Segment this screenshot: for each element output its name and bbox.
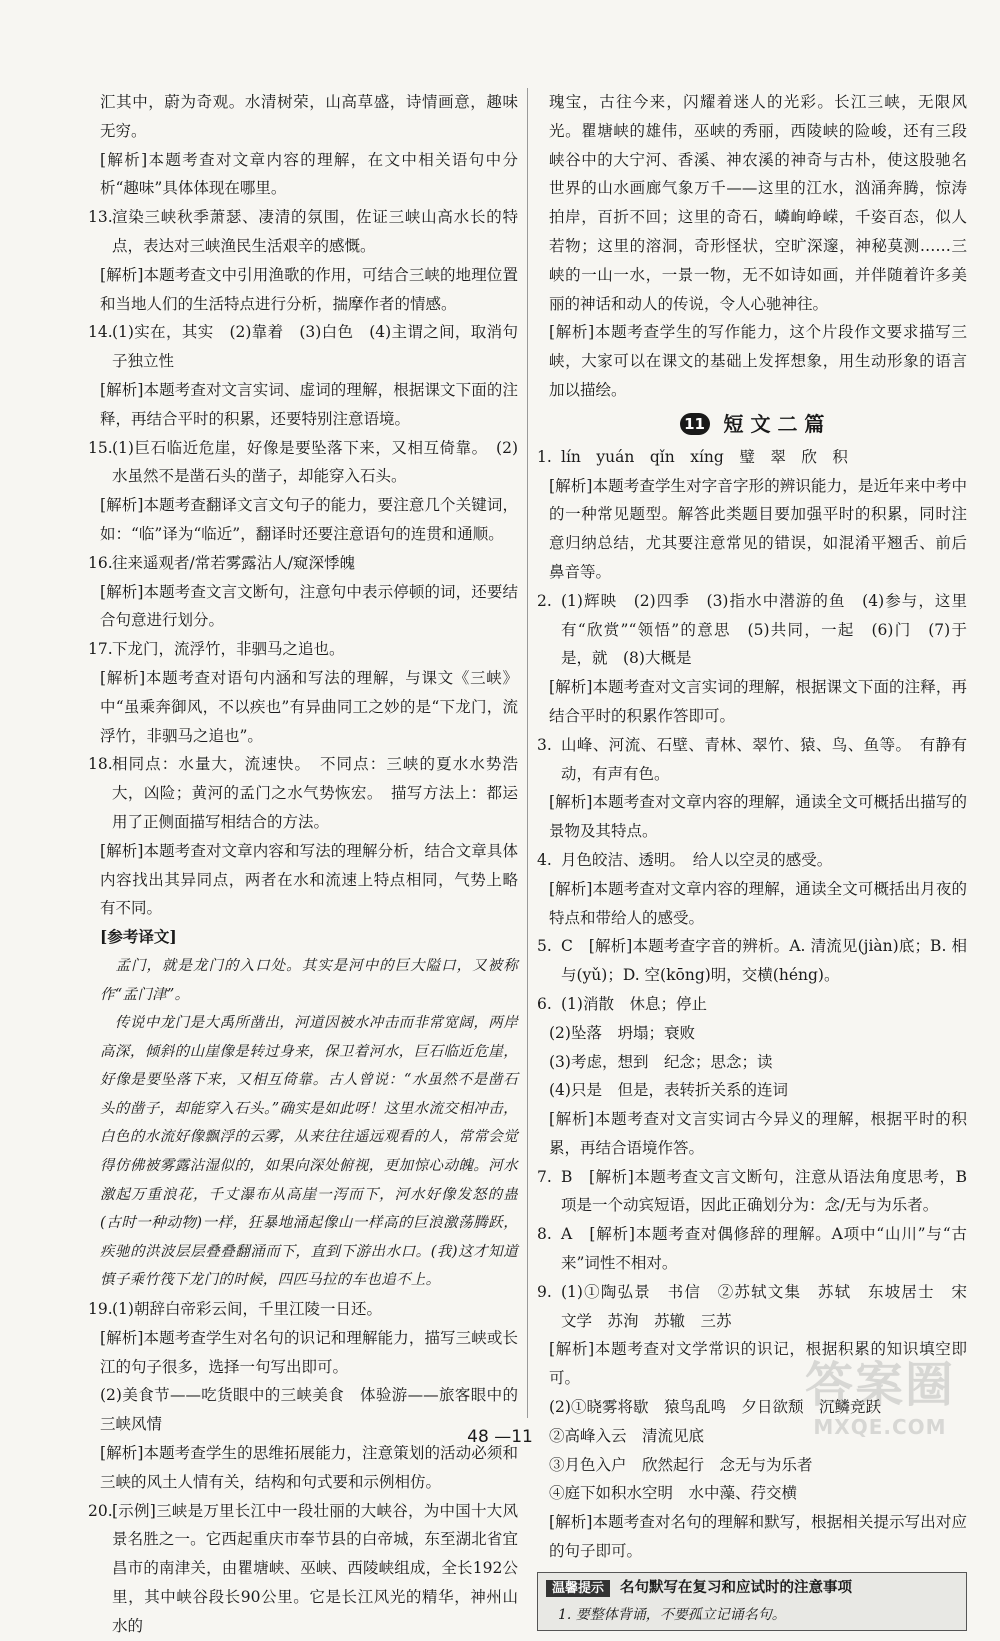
watermark-url: MXQE.COM [813, 1415, 947, 1439]
item-text: (1)实在，其实 (2)靠着 (3)白色 (4)主谓之间，取消句子独立性 [112, 323, 518, 371]
answer-text: (2)美食节——吃货眼中的三峡美食 体验游——旅客眼中的三峡风情 [100, 1386, 518, 1434]
tip-label: 温馨提示 [546, 1580, 610, 1597]
answer-text: [解析]本题考查对文学常识的识记，根据积累的知识填空即可。 [549, 1340, 967, 1388]
page-number: 48 —11 [467, 1427, 533, 1447]
answer-text: (4)只是 但是，表转折关系的连词 [549, 1081, 788, 1100]
answer-item [88, 1295, 518, 1324]
item-number: 4. [537, 850, 552, 869]
answer-text: [解析]本题考查学生的思维拓展能力，注意策划的活动必须和三峡的风土人情有关，结构和句式要和示例相仿。 [100, 1444, 518, 1491]
item-text: lín yuán qǐn xíng 璧 翠 欣 积 [561, 447, 848, 466]
item-number: 2. [537, 591, 552, 610]
item-text: (1)辉映 (2)四季 (3)指水中潜游的鱼 (4)参与，这里有“欣赏”“领悟”的意思 (5)共同，一起 (6)门 (7)于是，就 (8)大概是 [561, 591, 967, 668]
left-column [88, 88, 518, 1641]
answer-item [88, 318, 518, 376]
tip-title: 名句默写在复习和应试时的注意事项 [620, 1579, 853, 1596]
answer-item [537, 932, 967, 990]
answer-item [537, 587, 967, 673]
item-text: (1)巨石临近危崖，好像是要坠落下来，又相互倚靠。 (2)水虽然不是凿石头的凿子，却能穿入石头。 [112, 438, 518, 486]
item-text: 相同点：水量大，流速快。 不同点：三峡的夏水水势浩大，凶险；黄河的孟门之水气势恢宏。 描写方法上：都运用了正侧面描写相结合的方法。 [112, 755, 518, 831]
tip-body: 1. 要整体背诵，不要孤立记诵名句。 [558, 1606, 786, 1623]
answer-text: [解析]本题考查文中引用渔歌的作用，可结合三峡的地理位置和当地人们的生活特点进行分析，揣摩作者的情感。 [100, 265, 518, 313]
answer-text: [解析]本题考查学生的写作能力，这个片段作文要求描写三峡，大家可以在课文的基础上发挥想象，用生动形象的语言加以描绘。 [549, 323, 967, 399]
item-number: 13. [88, 208, 113, 227]
answer-item [88, 1497, 518, 1641]
answer-text: (2)坠落 坍塌；衰败 [549, 1023, 695, 1042]
answer-text: [解析]本题考查对文章内容的理解，通读全文可概括出描写的景物及其特点。 [549, 793, 967, 841]
column-divider [527, 88, 528, 1418]
item-number: 14. [88, 323, 113, 342]
answer-text: [解析]本题考查对语句内涵和写法的理解，与课文《三峡》中“虽乘奔御风，不以疾也”有异曲同工之妙的是“下龙门，流浮竹，非驷马之追也”。 [100, 668, 518, 745]
answer-text: [解析]本题考查对文章内容和写法的理解分析，结合文章具体内容找出其异同点，两者在水和流速上特点相同，气势上略有不同。 [100, 841, 518, 918]
section-title: 短 文 二 篇 [723, 411, 825, 436]
answer-text: ③月色入户 欣然起行 念无与为乐者 [549, 1455, 813, 1474]
item-text: 月色皎洁、透明。 给人以空灵的感受。 [561, 850, 833, 869]
answer-text: [解析]本题考查学生对名句的识记和理解能力，描写三峡或长江的句子很多，选择一句写出即可。 [100, 1328, 518, 1376]
answer-text: ④庭下如积水空明 水中藻、荇交横 [549, 1484, 798, 1503]
item-text: (1)朝辞白帝彩云间，千里江陵一日还。 [112, 1300, 382, 1319]
answer-text: [解析]本题考查学生对字音字形的辨识能力，是近年来中考中的一种常见题型。解答此类题目要加强平时的积累，同时注意归纳总结，尤其要注意常见的错误，如混淆平翘舌、前后鼻音等。 [549, 476, 967, 581]
section-number-badge: 11 [680, 413, 710, 435]
answer-item [88, 635, 518, 664]
answer-item [88, 434, 518, 492]
answer-item [537, 443, 967, 472]
item-number: 17. [88, 640, 113, 659]
item-number: 18. [88, 755, 113, 774]
item-number: 6. [537, 994, 552, 1013]
item-text: 山峰、河流、石壁、青林、翠竹、猿、鸟、鱼等。 有静有动，有声有色。 [561, 735, 967, 783]
item-number: 16. [88, 553, 113, 572]
item-number: 8. [537, 1225, 552, 1244]
answer-item [88, 549, 518, 578]
answer-text: ②高峰入云 清流见底 [549, 1426, 705, 1445]
item-text: (1)消散 休息；停止 [561, 994, 707, 1013]
reference-translation-text: 孟门，就是龙门的入口处。其实是河中的巨大隘口，又被称作“孟门津”。 [100, 957, 518, 1003]
item-text: A [解析]本题考查对偶修辞的理解。A项中“山川”与“古来”词性不相对。 [561, 1225, 967, 1273]
item-text: (1)①陶弘景 书信 ②苏轼文集 苏轼 东坡居士 宋 文学 苏洵 苏辙 三苏 [561, 1282, 983, 1330]
reference-translation-text: 传说中龙门是大禹所凿出，河道因被水冲击而非常宽阔，两岸高深，倾斜的山崖像是转过身来，保卫着河水，巨石临近危崖，好像是要坠落下来，又相互倚靠。古人曾说：“水虽然不是凿石头的凿子，却能穿入石头。”确实是如此呀！这里水流交相冲击，白色的水流好像飘浮的云雾，从来往往遥远观看的人，常常会觉得仿佛被雾露沾湿似的，如果向深处俯视，更加惊心动魄。河水激起万重浪花，千丈瀑布从高崖一泻而下，河水好像发怒的蛊(古时一种动物)一样，狂暴地涌起像山一样高的巨浪激荡腾跃，疾驰的洪波层层叠叠翻涌而下，直到下游出水口。(我)这才知道慎子乘竹筏下龙门的时候，四匹马拉的车也追不上。 [100, 1015, 518, 1289]
item-number: 20. [88, 1501, 113, 1520]
answer-text: (2)①晓雾将歇 猿鸟乱鸣 夕日欲颓 沉鳞竞跃 [549, 1398, 881, 1417]
item-number: 15. [88, 438, 113, 457]
answer-text: 汇其中，蔚为奇观。水清树荣，山高草盛，诗情画意，趣味无穷。 [100, 93, 518, 140]
answer-text: 瑰宝，古往今来，闪耀着迷人的光彩。长江三峡，无限风光。瞿塘峡的雄伟，巫峡的秀丽，西陵峡的险峻，还有三段峡谷中的大宁河、香溪、神农溪的神奇与古朴，使这股驰名世界的山水画廊气象万千——这里的江水，汹涌奔腾，惊涛拍岸，百折不回；这里的奇石，嶙峋峥嵘，千姿百态，似人若物；这里的溶洞，奇形怪状，空旷深邃，神秘莫测……三峡的一山一水，一景一物，无不如诗如画，并伴随着许多美丽的神话和动人的传说，令人心驰神往。 [549, 93, 967, 313]
answer-text: [解析]本题考查对文言实词古今异义的理解，根据平时的积累，再结合语境作答。 [549, 1110, 967, 1157]
item-text: 往来遥观者/常若雾露沾人/窥深悸魄 [112, 553, 355, 572]
answer-text: [解析]本题考查对名句的理解和默写，根据相关提示写出对应的句子即可。 [549, 1513, 967, 1561]
answer-item [537, 846, 967, 875]
answer-item [88, 203, 518, 261]
watermark-logo [780, 1355, 980, 1465]
item-number: 1. [537, 447, 552, 466]
answer-text: [解析]本题考查对文章内容的理解，通读全文可概括出月夜的特点和带给人的感受。 [549, 879, 967, 927]
item-text: 渲染三峡秋季萧瑟、凄清的氛围，佐证三峡山高水长的特点，表达对三峡渔民生活艰辛的感慨。 [112, 208, 518, 255]
answer-item [537, 1163, 967, 1221]
reference-translation-title: [参考译文] [100, 927, 177, 947]
item-number: 5. [537, 937, 552, 956]
answer-item [537, 731, 967, 789]
section-heading [537, 407, 967, 441]
item-number: 19. [88, 1300, 113, 1319]
tip-header [546, 1575, 958, 1602]
item-text: [示例]三峡是万里长江中一段壮丽的大峡谷，为中国十大风景名胜之一。它西起重庆市奉节县的白帝城，东至湖北省宜昌市的南津关，由瞿塘峡、巫峡、西陵峡组成，全长192公里，其中峡谷段长90公里。它是长江风光的精华，神州山水的 [112, 1501, 518, 1635]
answer-item [537, 1278, 983, 1336]
item-number: 7. [537, 1167, 552, 1186]
answer-text: (3)考虑，想到 纪念；思念；读 [549, 1052, 773, 1071]
item-number: 3. [537, 735, 552, 754]
tip-box [537, 1572, 967, 1631]
answer-text: [解析]本题考查对文言实词、虚词的理解，根据课文下面的注释，再结合平时的积累，还要特别注意语境。 [100, 380, 518, 428]
item-text: 下龙门，流浮竹，非驷马之追也。 [112, 640, 345, 659]
answer-text: [解析]本题考查对文言实词的理解，根据课文下面的注释，再结合平时的积累作答即可。 [549, 678, 967, 725]
answer-text: [解析]本题考查对文章内容的理解，在文中相关语句中分析“趣味”具体体现在哪里。 [100, 150, 518, 198]
item-text: B [解析]本题考查文言文断句，注意从语法角度思考，B项是一个动宾短语，因此正确划分为：念/无与为乐者。 [561, 1167, 967, 1215]
answer-item [88, 750, 518, 836]
watermark-text: 答案圈 [804, 1357, 955, 1413]
answer-text: [解析]本题考查翻译文言文句子的能力，要注意几个关键词，如：“临”译为“临近”，翻译时还要注意语句的连贯和通顺。 [100, 496, 518, 543]
answer-item [537, 990, 967, 1019]
item-text: C [解析]本题考查字音的辨析。A. 清流见(jiàn)底；B. 相与(yǔ)；D. 空(kōng)明，交横(héng)。 [561, 937, 967, 985]
answer-item [537, 1220, 967, 1278]
answer-text: [解析]本题考查文言文断句，注意句中表示停顿的词，还要结合句意进行划分。 [100, 582, 518, 630]
item-number: 9. [537, 1282, 552, 1301]
